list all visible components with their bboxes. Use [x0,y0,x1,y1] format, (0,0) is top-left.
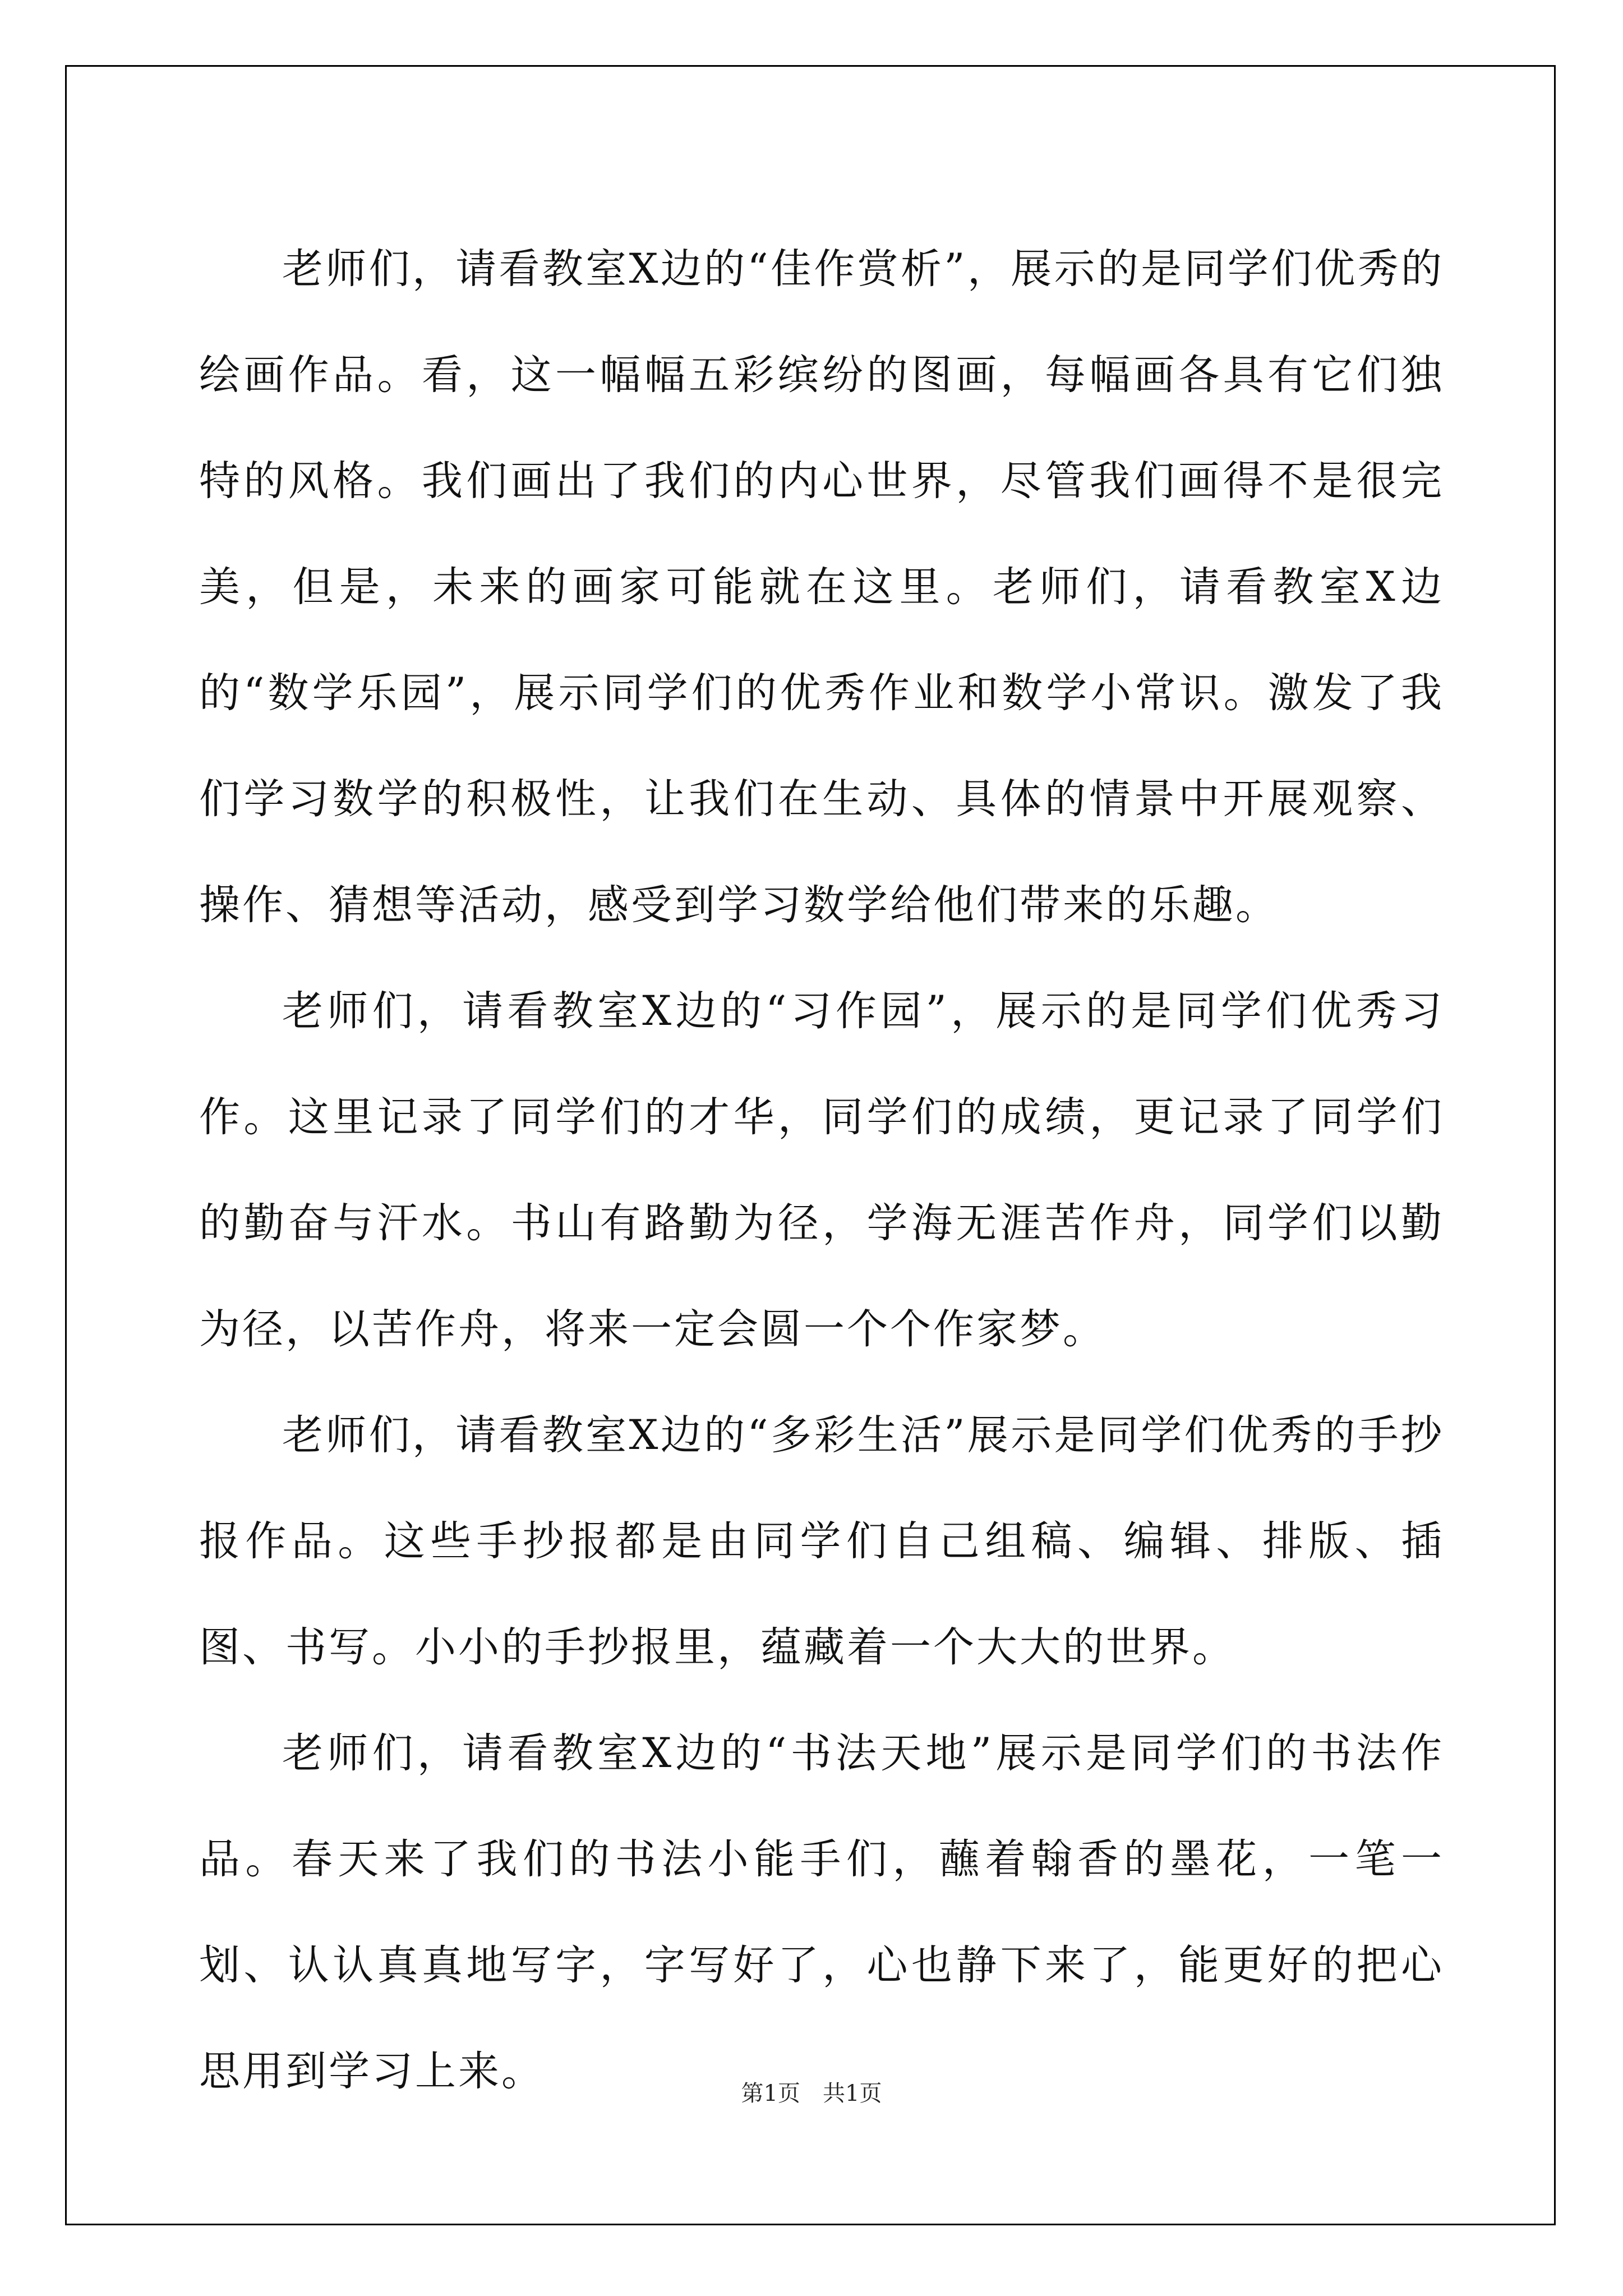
page-footer [0,2076,1623,2108]
paragraph-3: 老师们，请看教室X边的“多彩生活”展示是同学们优秀的手抄报作品。这些手抄报都是由同学们自己组稿、编辑、排版、插图、书写。小小的手抄报里，蕴藏着一个大大的世界。 [199,1411,1444,1671]
paragraph-2: 老师们，请看教室X边的“习作园”，展示的是同学们优秀习作。这里记录了同学们的才华，同学们的成绩，更记录了同学们的勤奋与汗水。书山有路勤为径，学海无涯苦作舟，同学们以勤为径，以苦作舟，将来一定会圆一个个作家梦。 [199,987,1444,1353]
paragraph-4: 老师们，请看教室X边的“书法天地”展示是同学们的书法作品。春天来了我们的书法小能手们，蘸着翰香的墨花，一笔一划、认认真真地写字，字写好了，心也静下来了，能更好的把心思用到学习上来。 [199,1729,1444,2095]
paragraph-1: 老师们，请看教室X边的“佳作赏析”，展示的是同学们优秀的绘画作品。看，这一幅幅五彩缤纷的图画，每幅画各具有它们独特的风格。我们画出了我们的内心世界，尽管我们画得不是很完美，但是，未来的画家可能就在这里。老师们，请看教室X边的“数学乐园”，展示同学们的优秀作业和数学小常识。激发了我们学习数学的积极性，让我们在生动、具体的情景中开展观察、操作、猜想等活动，感受到学习数学给他们带来的乐趣。 [199,245,1444,929]
document-body [199,216,1444,2124]
page-number: 第1页 [741,2081,800,2106]
page-total: 共1页 [823,2081,882,2106]
